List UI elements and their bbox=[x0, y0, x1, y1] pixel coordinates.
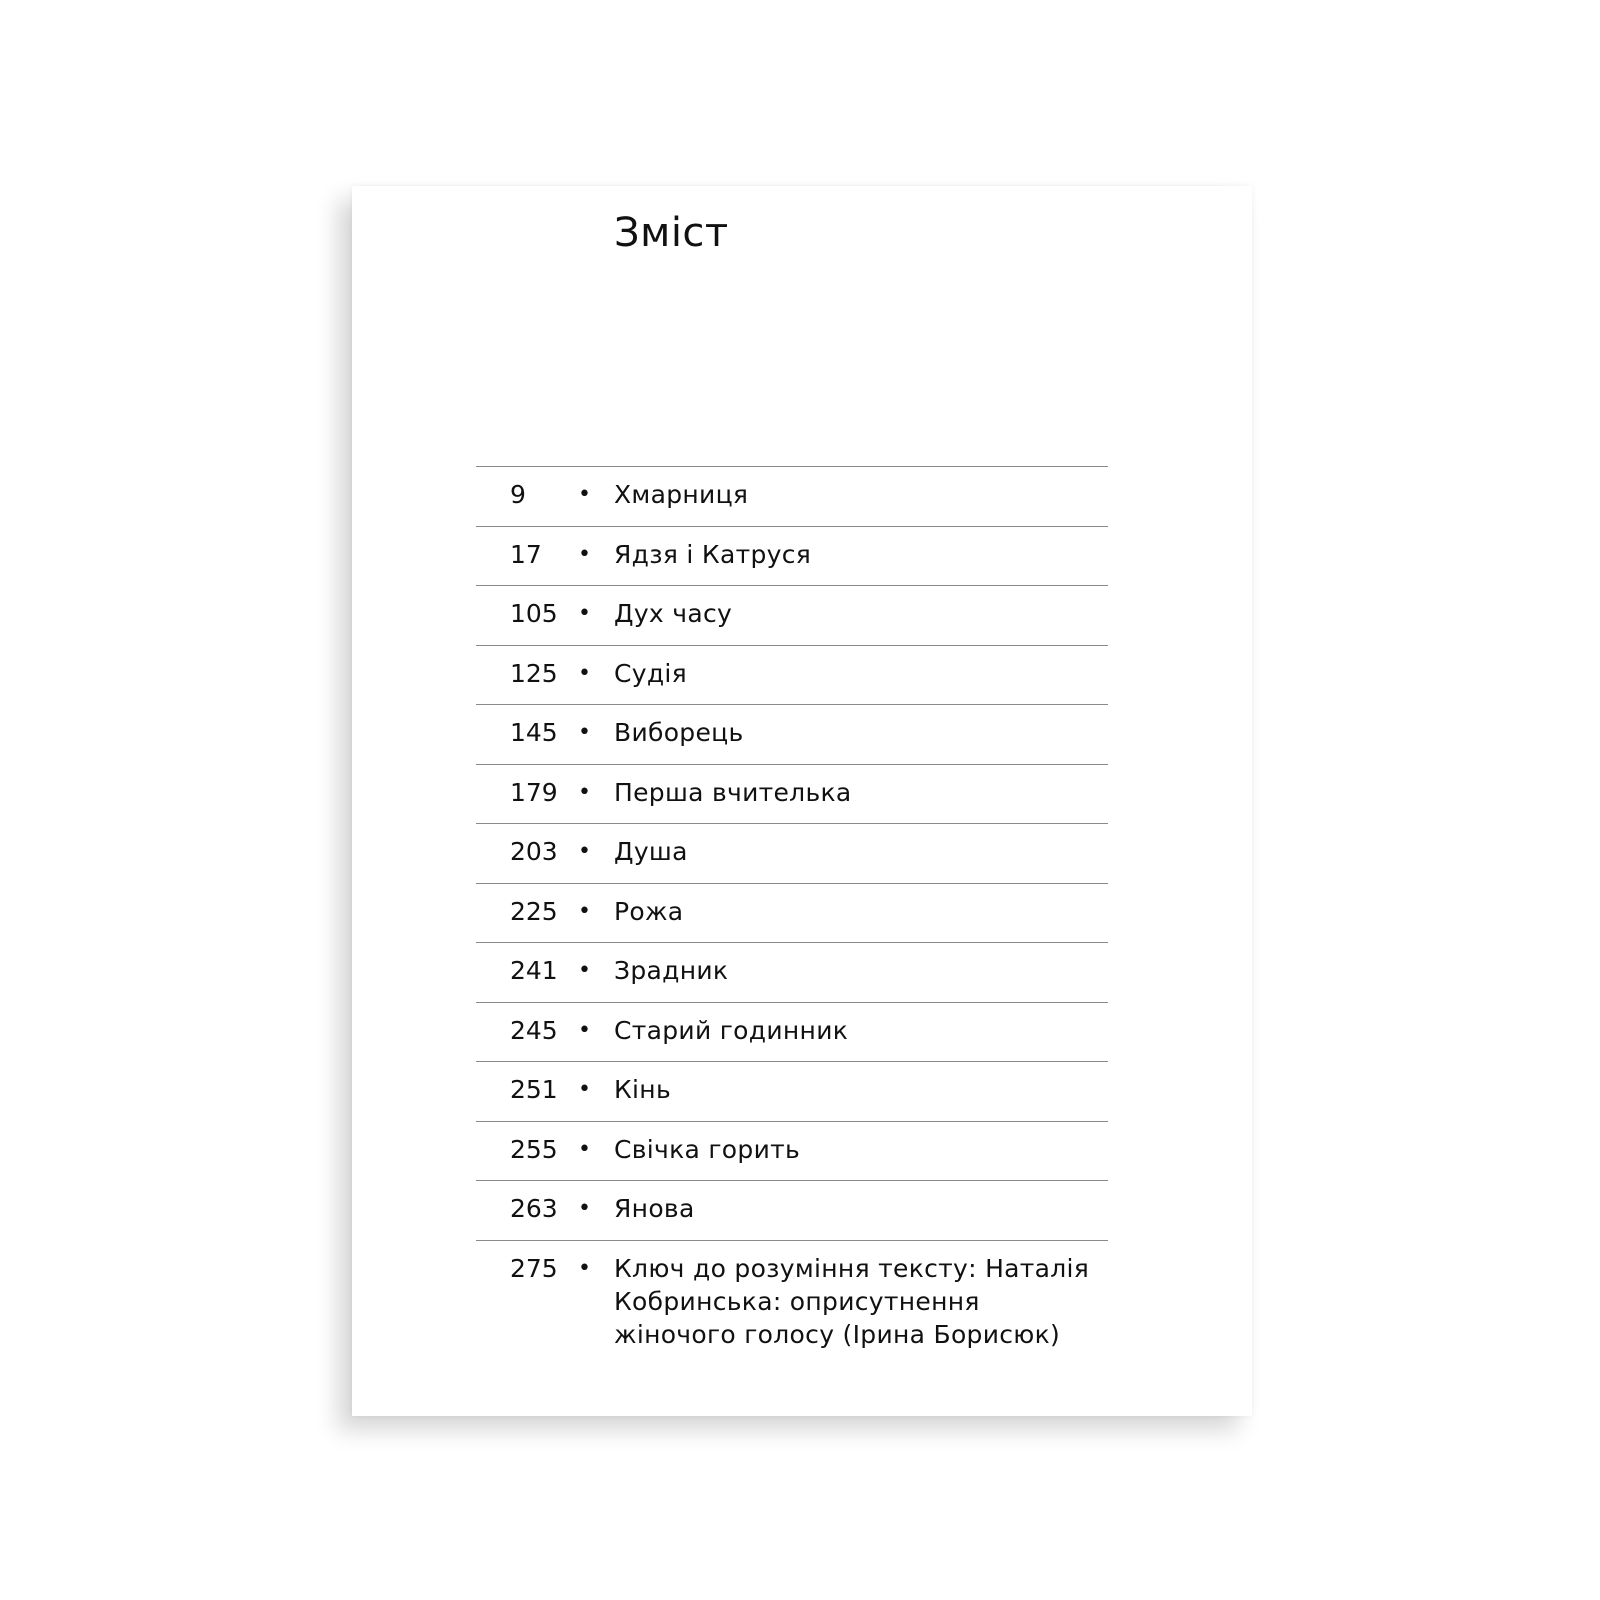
toc-page-number: 263 bbox=[510, 1194, 558, 1223]
toc-entry-title: Перша вчителька bbox=[614, 777, 852, 807]
bullet: • bbox=[578, 958, 591, 983]
toc-page-number: 9 bbox=[510, 480, 526, 509]
toc-entry-title: Свічка горить bbox=[614, 1134, 801, 1164]
toc-page-number: 275 bbox=[510, 1253, 558, 1283]
bullet: • bbox=[578, 1017, 591, 1043]
toc-entry-title: Ядзя і Катруся bbox=[614, 539, 812, 569]
toc-page-number: 145 bbox=[510, 718, 558, 747]
toc-row bbox=[476, 765, 1108, 825]
toc-entry-title: Ключ до розуміння тексту: Наталія Кобринська: оприсутнення жіночого голосу (Ірина Борисюк) bbox=[614, 1253, 1090, 1349]
toc-page-number: 179 bbox=[510, 777, 558, 807]
toc-row bbox=[476, 1003, 1108, 1063]
toc-row bbox=[476, 705, 1108, 765]
toc-row bbox=[476, 943, 1108, 1003]
toc-page-number: 225 bbox=[510, 896, 558, 926]
bullet: • bbox=[578, 779, 591, 805]
book-page bbox=[352, 186, 1252, 1416]
toc-row bbox=[476, 1181, 1108, 1241]
bullet: • bbox=[578, 1196, 591, 1221]
toc-page-number: 255 bbox=[510, 1134, 558, 1164]
toc-page-number: 245 bbox=[510, 1015, 558, 1045]
bullet: • bbox=[578, 601, 591, 626]
bullet: • bbox=[578, 1255, 591, 1281]
toc-page-number: 125 bbox=[510, 658, 558, 688]
toc-entry-title: Старий годинник bbox=[614, 1015, 849, 1045]
toc-entry-title: Янова bbox=[614, 1194, 695, 1223]
toc-entry-title: Рожа bbox=[614, 896, 684, 926]
toc-entry-title: Виборець bbox=[614, 718, 744, 747]
bullet: • bbox=[578, 898, 591, 924]
bullet: • bbox=[578, 482, 591, 507]
toc-row bbox=[476, 1122, 1108, 1182]
bullet: • bbox=[578, 839, 591, 864]
toc-row bbox=[476, 527, 1108, 587]
toc-page-number: 17 bbox=[510, 539, 542, 569]
toc-entry-title: Судія bbox=[614, 658, 688, 688]
toc-entry-title: Душа bbox=[614, 837, 688, 866]
toc-page-number: 241 bbox=[510, 956, 558, 985]
toc-row bbox=[476, 586, 1108, 646]
bullet: • bbox=[578, 660, 591, 686]
toc-row bbox=[476, 467, 1108, 527]
toc-row bbox=[476, 1062, 1108, 1122]
toc-entry-title: Хмарниця bbox=[614, 480, 749, 509]
bullet: • bbox=[578, 1136, 591, 1162]
toc-row bbox=[476, 824, 1108, 884]
page-title: Зміст bbox=[614, 210, 729, 256]
toc-page-number: 251 bbox=[510, 1075, 558, 1104]
bullet: • bbox=[578, 1077, 591, 1102]
toc-entry-title: Кінь bbox=[614, 1075, 671, 1104]
toc-row bbox=[476, 646, 1108, 706]
toc-page-number: 105 bbox=[510, 599, 558, 628]
bullet: • bbox=[578, 720, 591, 745]
toc-entry-title: Зрадник bbox=[614, 956, 729, 985]
bullet: • bbox=[578, 541, 591, 567]
toc-row bbox=[476, 884, 1108, 944]
table-of-contents bbox=[476, 466, 1108, 1359]
toc-row bbox=[476, 1241, 1108, 1359]
toc-page-number: 203 bbox=[510, 837, 558, 866]
toc-entry-title: Дух часу bbox=[614, 599, 733, 628]
